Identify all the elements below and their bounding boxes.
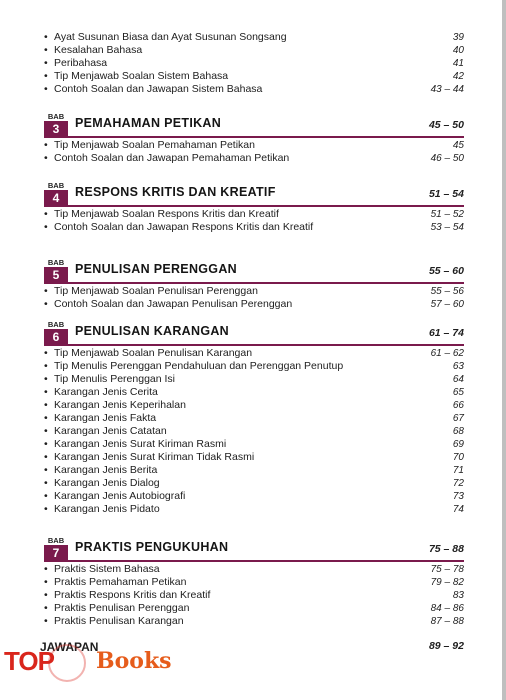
toc-item-page: 71: [452, 465, 464, 476]
bullet-icon: •: [44, 44, 48, 56]
bullet-icon: •: [44, 503, 48, 515]
toc-item-title: Tip Menulis Perenggan Pendahuluan dan Perenggan Penutup: [54, 360, 344, 372]
toc-item: [44, 57, 464, 70]
toc-item-page: 69: [452, 439, 464, 450]
chapter-title: PEMAHAMAN PETIKAN: [75, 116, 222, 130]
chapter-underline: [68, 344, 464, 346]
bab-label: BAB: [44, 181, 68, 190]
toc-item: [44, 373, 464, 386]
toc-item-title: Karangan Jenis Surat Kiriman Tidak Rasmi: [54, 451, 255, 463]
bullet-icon: •: [44, 83, 48, 95]
toc-item-page: 51 – 52: [430, 209, 464, 220]
chapter-title: PENULISAN PERENGGAN: [75, 262, 237, 276]
bullet-icon: •: [44, 615, 48, 627]
bullet-icon: •: [44, 360, 48, 372]
answers-page-range: 89 – 92: [428, 640, 464, 652]
chapter-underline: [68, 282, 464, 284]
toc-item: [44, 563, 464, 576]
toc-item: [44, 425, 464, 438]
toc-item-page: 87 – 88: [430, 616, 464, 627]
chapter-heading: [44, 112, 464, 140]
toc-item: [44, 44, 464, 57]
topbooks-watermark-logo: [4, 640, 184, 690]
toc-item-title: Praktis Pemahaman Petikan: [54, 576, 187, 588]
chapter-title: PRAKTIS PENGUKUHAN: [75, 540, 229, 554]
chapter-number: 3: [52, 122, 60, 136]
bullet-icon: •: [44, 298, 48, 310]
toc-item: [44, 360, 464, 373]
bullet-icon: •: [44, 221, 48, 233]
toc-item-page: 46 – 50: [430, 153, 464, 164]
toc-item: [44, 615, 464, 628]
chapter-page-range: 45 – 50: [428, 119, 464, 131]
toc-item: [44, 152, 464, 165]
bab-badge: [44, 181, 68, 207]
bullet-icon: •: [44, 602, 48, 614]
toc-item-title: Karangan Jenis Dialog: [54, 477, 160, 489]
toc-item: [44, 208, 464, 221]
toc-item: [44, 576, 464, 589]
toc-item: [44, 503, 464, 516]
toc-item: [44, 221, 464, 234]
toc-item-page: 68: [452, 426, 464, 437]
toc-item-title: Karangan Jenis Keperihalan: [54, 399, 186, 411]
toc-item-title: Ayat Susunan Biasa dan Ayat Susunan Songsang: [54, 31, 287, 43]
toc-item-page: 40: [452, 45, 464, 56]
toc-item: [44, 602, 464, 615]
bab-label: BAB: [44, 258, 68, 267]
toc-item-title: Tip Menjawab Soalan Penulisan Karangan: [54, 347, 253, 359]
toc-item-title: Contoh Soalan dan Jawapan Penulisan Perenggan: [54, 298, 293, 310]
toc-item-page: 39: [452, 32, 464, 43]
bullet-icon: •: [44, 386, 48, 398]
toc-item: [44, 464, 464, 477]
bab-badge: [44, 536, 68, 562]
toc-item-page: 43 – 44: [430, 84, 464, 95]
toc-item-page: 45: [452, 140, 464, 151]
chapter-heading: [44, 536, 464, 564]
chapter-number: 5: [52, 268, 60, 282]
chapter-title: PENULISAN KARANGAN: [75, 324, 230, 338]
bullet-icon: •: [44, 464, 48, 476]
bab-label: BAB: [44, 536, 68, 545]
toc-item-title: Karangan Jenis Fakta: [54, 412, 157, 424]
toc-item: [44, 31, 464, 44]
toc-item-title: Contoh Soalan dan Jawapan Pemahaman Petikan: [54, 152, 290, 164]
toc-item-title: Contoh Soalan dan Jawapan Respons Kritis dan Kreatif: [54, 221, 314, 233]
chapter-underline: [68, 136, 464, 138]
bab-label: BAB: [44, 320, 68, 329]
toc-item-page: 64: [452, 374, 464, 385]
watermark-text-books: Books: [96, 648, 172, 674]
chapter-number: 4: [52, 191, 60, 205]
toc-item-page: 65: [452, 387, 464, 398]
toc-item-title: Tip Menulis Perenggan Isi: [54, 373, 176, 385]
bullet-icon: •: [44, 373, 48, 385]
toc-item-title: Kesalahan Bahasa: [54, 44, 143, 56]
bab-badge: [44, 258, 68, 284]
bullet-icon: •: [44, 451, 48, 463]
answers-title: JAWAPAN: [40, 640, 99, 654]
bullet-icon: •: [44, 477, 48, 489]
toc-item: [44, 438, 464, 451]
toc-item-title: Karangan Jenis Surat Kiriman Rasmi: [54, 438, 227, 450]
chapter-heading: [44, 181, 464, 209]
chapter-title: RESPONS KRITIS DAN KREATIF: [75, 185, 276, 199]
toc-item-page: 57 – 60: [430, 299, 464, 310]
chapter-number: 6: [52, 330, 60, 344]
bullet-icon: •: [44, 412, 48, 424]
bullet-icon: •: [44, 57, 48, 69]
toc-item-title: Praktis Penulisan Karangan: [54, 615, 184, 627]
chapter-underline: [68, 560, 464, 562]
toc-item: [44, 412, 464, 425]
chapter-page-range: 61 – 74: [428, 327, 464, 339]
toc-item-page: 41: [452, 58, 464, 69]
toc-item: [44, 70, 464, 83]
chapter-heading: [44, 320, 464, 348]
toc-item-title: Praktis Respons Kritis dan Kreatif: [54, 589, 211, 601]
page-edge-shadow: [502, 0, 506, 700]
bullet-icon: •: [44, 70, 48, 82]
toc-item-page: 66: [452, 400, 464, 411]
chapter-page-range: 51 – 54: [428, 188, 464, 200]
toc-item-page: 83: [452, 590, 464, 601]
toc-item-page: 53 – 54: [430, 222, 464, 233]
bullet-icon: •: [44, 152, 48, 164]
chapter-page-range: 75 – 88: [428, 543, 464, 555]
bullet-icon: •: [44, 31, 48, 43]
bullet-icon: •: [44, 347, 48, 359]
bab-label: BAB: [44, 112, 68, 121]
bullet-icon: •: [44, 438, 48, 450]
toc-item-title: Karangan Jenis Cerita: [54, 386, 158, 398]
toc-item-title: Peribahasa: [54, 57, 108, 69]
toc-item: [44, 477, 464, 490]
toc-item: [44, 386, 464, 399]
bullet-icon: •: [44, 425, 48, 437]
watermark-text-top: TOP: [4, 646, 54, 676]
toc-item-title: Karangan Jenis Berita: [54, 464, 158, 476]
toc-item: [44, 139, 464, 152]
toc-item-page: 55 – 56: [430, 286, 464, 297]
toc-item-title: Karangan Jenis Catatan: [54, 425, 167, 437]
bullet-icon: •: [44, 589, 48, 601]
toc-item: [44, 83, 464, 96]
toc-item-page: 74: [452, 504, 464, 515]
bullet-icon: •: [44, 208, 48, 220]
toc-item-page: 63: [452, 361, 464, 372]
toc-item: [44, 490, 464, 503]
toc-item-page: 73: [452, 491, 464, 502]
toc-item-title: Karangan Jenis Autobiografi: [54, 490, 186, 502]
toc-item-title: Tip Menjawab Soalan Penulisan Perenggan: [54, 285, 258, 297]
bullet-icon: •: [44, 563, 48, 575]
bab-badge: [44, 112, 68, 138]
bullet-icon: •: [44, 285, 48, 297]
bab-badge: [44, 320, 68, 346]
bullet-icon: •: [44, 139, 48, 151]
bullet-icon: •: [44, 490, 48, 502]
toc-item-title: Praktis Sistem Bahasa: [54, 563, 160, 575]
toc-item-title: Tip Menjawab Soalan Pemahaman Petikan: [54, 139, 255, 151]
chapter-underline: [68, 205, 464, 207]
toc-item: [44, 285, 464, 298]
bullet-icon: •: [44, 399, 48, 411]
toc-item-title: Praktis Penulisan Perenggan: [54, 602, 190, 614]
chapter-page-range: 55 – 60: [428, 265, 464, 277]
toc-item-page: 72: [452, 478, 464, 489]
toc-item-title: Contoh Soalan dan Jawapan Sistem Bahasa: [54, 83, 263, 95]
toc-item-page: 61 – 62: [430, 348, 464, 359]
toc-item-title: Karangan Jenis Pidato: [54, 503, 160, 515]
toc-item: [44, 451, 464, 464]
bullet-icon: •: [44, 576, 48, 588]
toc-item-page: 70: [452, 452, 464, 463]
toc-item-page: 42: [452, 71, 464, 82]
toc-item: [44, 347, 464, 360]
toc-item-page: 67: [452, 413, 464, 424]
toc-item-title: Tip Menjawab Soalan Respons Kritis dan Kreatif: [54, 208, 279, 220]
toc-item: [44, 399, 464, 412]
toc-item: [44, 589, 464, 602]
toc-item-page: 84 – 86: [430, 603, 464, 614]
chapter-number: 7: [52, 546, 60, 560]
toc-item-title: Tip Menjawab Soalan Sistem Bahasa: [54, 70, 229, 82]
chapter-heading: [44, 258, 464, 286]
toc-item-page: 75 – 78: [430, 564, 464, 575]
toc-item-page: 79 – 82: [430, 577, 464, 588]
toc-item: [44, 298, 464, 311]
